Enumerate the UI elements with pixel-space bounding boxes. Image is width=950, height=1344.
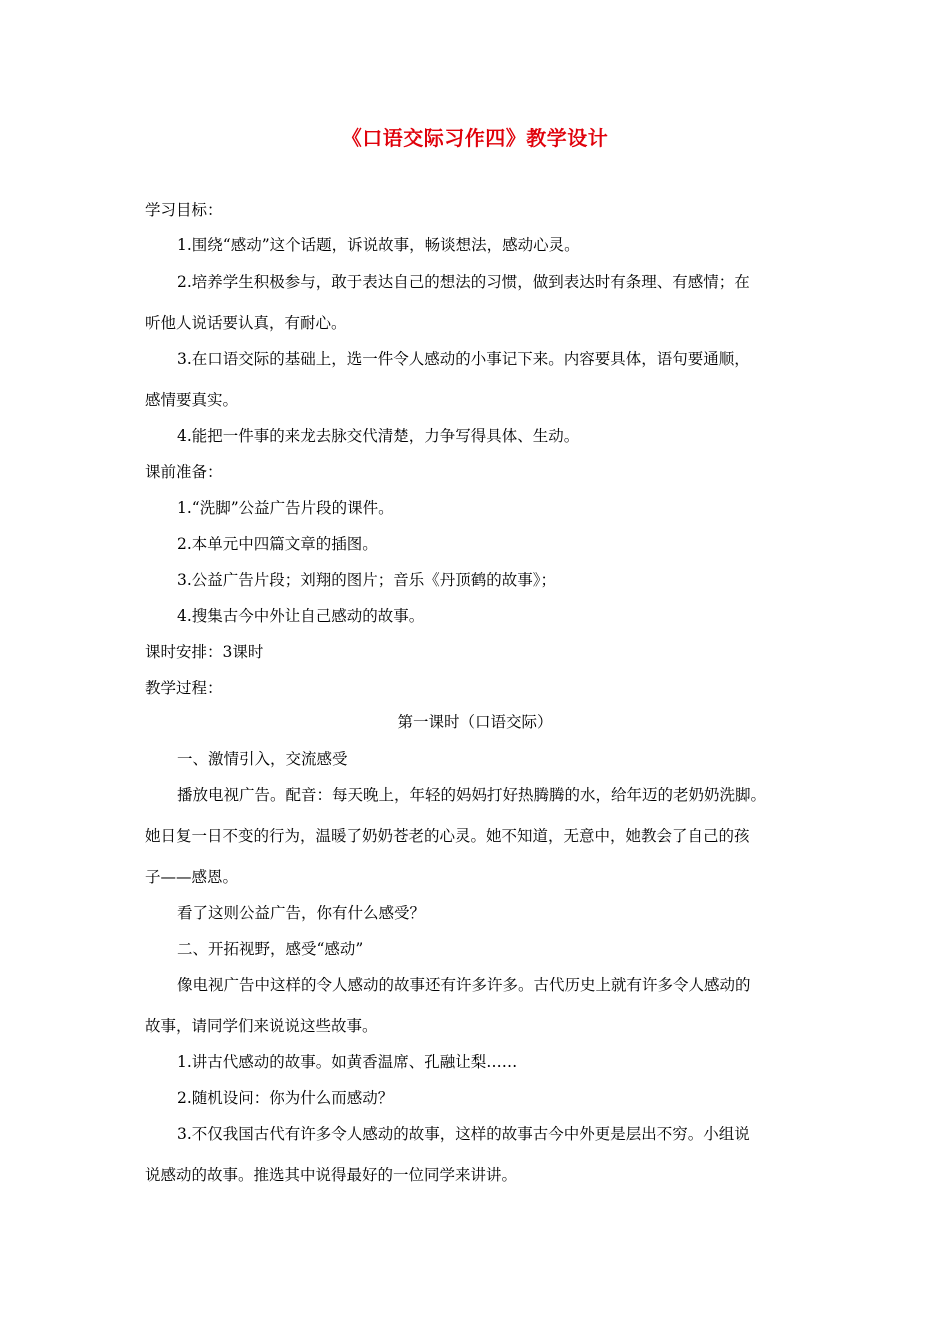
paragraph-line: 2.培养学生积极参与，敢于表达自己的想法的习惯，做到表达时有条理、有感情；在 [177, 273, 750, 291]
paragraph-line: 3.不仅我国古代有许多令人感动的故事，这样的故事古今中外更是层出不穷。小组说 [177, 1125, 750, 1143]
subheading-one: 一、激情引入，交流感受 [177, 750, 348, 768]
paragraph-line: 播放电视广告。配音：每天晚上，年轻的妈妈打好热腾腾的水，给年迈的老奶奶洗脚。 [177, 786, 767, 804]
paragraph-line: 3.在口语交际的基础上，选一件令人感动的小事记下来。内容要具体，语句要通顺， [177, 350, 750, 368]
paragraph-line: 感情要真实。 [145, 391, 239, 409]
section-heading-preparation: 课前准备： [145, 463, 223, 481]
paragraph-line: 子——感恩。 [145, 868, 239, 886]
paragraph-line: 1.围绕“感动”这个话题，诉说故事，畅谈想法，感动心灵。 [177, 236, 580, 254]
paragraph-line: 4.能把一件事的来龙去脉交代清楚，力争写得具体、生动。 [177, 427, 580, 445]
paragraph-line: 像电视广告中这样的令人感动的故事还有许多许多。古代历史上就有许多令人感动的 [177, 976, 751, 994]
lesson-subtitle: 第一课时（口语交际） [397, 713, 553, 731]
document-title: 《口语交际习作四》教学设计 [341, 126, 609, 150]
paragraph-line: 3.公益广告片段；刘翔的图片；音乐《丹顶鹤的故事》； [177, 571, 557, 589]
section-heading-schedule: 课时安排：3课时 [145, 643, 264, 661]
paragraph-line: 说感动的故事。推选其中说得最好的一位同学来讲讲。 [145, 1166, 518, 1184]
subheading-two: 二、开拓视野，感受“感动” [177, 940, 364, 958]
section-heading-process: 教学过程： [145, 679, 223, 697]
paragraph-line: 1.讲古代感动的故事。如黄香温席、孔融让梨…… [177, 1053, 518, 1071]
section-heading-objectives: 学习目标： [145, 201, 223, 219]
paragraph-line: 听他人说话要认真，有耐心。 [145, 314, 347, 332]
paragraph-line: 1.“洗脚”公益广告片段的课件。 [177, 499, 394, 517]
paragraph-line: 故事，请同学们来说说这些故事。 [145, 1017, 378, 1035]
paragraph-line: 2.随机设问：你为什么而感动？ [177, 1089, 394, 1107]
paragraph-line: 4.搜集古今中外让自己感动的故事。 [177, 607, 425, 625]
paragraph-line: 看了这则公益广告，你有什么感受？ [177, 904, 426, 922]
paragraph-line: 2.本单元中四篇文章的插图。 [177, 535, 378, 553]
paragraph-line: 她日复一日不变的行为，温暖了奶奶苍老的心灵。她不知道，无意中，她教会了自己的孩 [145, 827, 750, 845]
